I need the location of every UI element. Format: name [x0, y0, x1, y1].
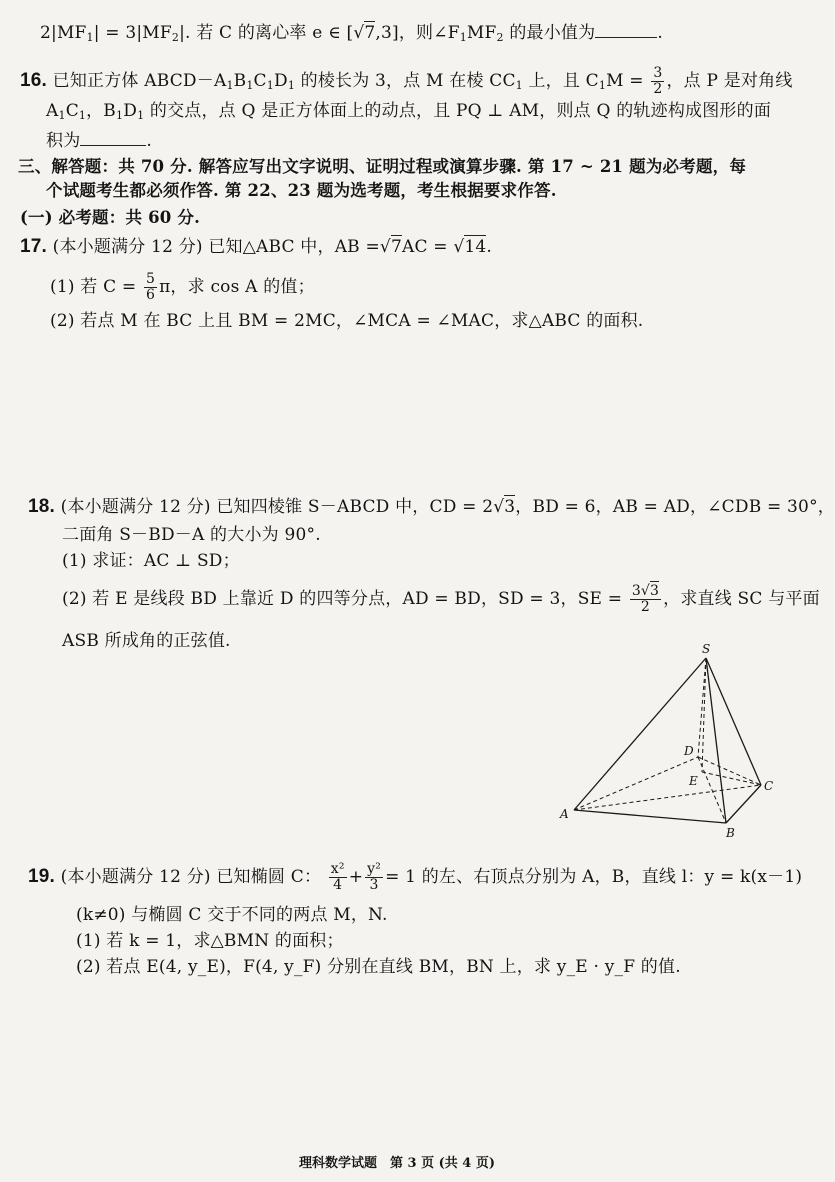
q16-text: C: [253, 71, 267, 91]
fraction: [144, 272, 157, 303]
q18-line-1: 18. (本小题满分 12 分) 已知四棱锥 S－ABCD 中，CD = 2√3，BD = 6，AB = AD，∠CDB = 30°，: [28, 496, 835, 517]
q15-radicand: 7: [364, 23, 376, 43]
edge-SE: [702, 658, 706, 772]
fraction: [365, 862, 383, 893]
q16-line-2: $A_1C_1$，$B_1D_1$ 的交点，点 Q 是正方体面上的动点，且 PQ ⊥ AM，则点 Q 的轨迹构成图形的面: [46, 101, 772, 122]
edge-AB: [574, 810, 726, 823]
q18-part-2-cont: ASB 所成角的正弦值.: [62, 631, 231, 651]
edge-AD: [574, 757, 698, 810]
fraction-denominator: 4: [333, 877, 343, 893]
q15-text: | = 3|MF: [93, 23, 172, 43]
q17-radicand: 14: [464, 237, 487, 257]
q16-text: D: [273, 71, 288, 91]
question-number: 18.: [28, 496, 56, 517]
fraction-numerator: x²: [330, 861, 345, 877]
page-footer: 理科数学试题 第 3 页 (共 4 页): [298, 1156, 496, 1171]
label-D: D: [684, 744, 694, 758]
q16-text: A: [46, 101, 59, 121]
q16-line-1: 16. 已知正方体 $ABCD-A_1B_1C_1D_1$ 的棱长为 3，点 M 在棱 $CC_1$ 上，且 $C_1M$ = $\frac{3}{2}$ ，点 P 是对角线: [20, 65, 793, 97]
q17-text: (本小题满分 12 分) 已知△ABC 中，AB =: [52, 237, 380, 257]
q19-text: (本小题满分 12 分) 已知椭圆 C：: [60, 867, 322, 887]
q17-line-1: 17. (本小题满分 12 分) 已知△ABC 中，AB =√7AC = √14.: [20, 236, 493, 257]
q16-text: M =: [606, 71, 644, 91]
fraction-denominator: 3: [369, 877, 379, 893]
q17-text: .: [486, 237, 493, 257]
edge-EC: [702, 772, 761, 785]
question-number: 19.: [28, 866, 56, 887]
q15-answer-blank: [595, 23, 657, 38]
q16-line-3: [46, 130, 152, 152]
q19-line-1: [28, 862, 802, 893]
label-C: C: [764, 779, 774, 793]
q19-part-1: (1) 若 k = 1，求△BMN 的面积；: [76, 931, 344, 951]
q19-line-2: (k≠0) 与椭圆 C 交于不同的两点 M，N.: [76, 905, 388, 925]
q15-text: MF: [466, 23, 497, 43]
q16-text: ，B: [86, 101, 117, 121]
q18-text: ，求直线 SC 与平面: [663, 589, 820, 609]
section-3-heading: 三、解答题：共 70 分. 解答应写出文字说明、证明过程或演算步骤. 第 17 ~ 21 题为必考题，每: [18, 157, 747, 176]
q15-text: .: [657, 23, 663, 43]
q16-text: C: [65, 101, 79, 121]
q16-text: 已知正方体 ABCD－A: [52, 71, 227, 91]
q16-text: ，点 P 是对角线: [666, 71, 793, 91]
edge-DC: [698, 757, 761, 785]
q16-text: 的交点，点 Q 是正方体面上的动点，且 PQ ⊥ AM，则点 Q 的轨迹构成图形的面: [144, 101, 772, 121]
fraction-radicand: 3: [650, 583, 660, 599]
fraction-denominator: 2: [653, 81, 663, 97]
edge-BC: [726, 785, 761, 823]
q17-part-1: [50, 272, 315, 303]
q15-text: 2|MF: [40, 23, 87, 43]
fraction-numerator: y²: [367, 861, 382, 877]
section-subheading: (一) 必考题：共 60 分.: [20, 208, 201, 227]
q17-text: (1) 若 C =: [50, 277, 137, 297]
q17-text: AC =: [402, 237, 448, 257]
fraction-denominator: 2: [640, 599, 651, 615]
question-number: 16.: [20, 70, 48, 91]
label-A: A: [560, 807, 569, 821]
q18-radicand: 3: [504, 497, 516, 517]
section-3-heading-cont: 个试题考生都必须作答. 第 22、23 题为选考题，考生根据要求作答.: [46, 181, 557, 200]
label-E: E: [689, 774, 698, 788]
q19-part-2: (2) 若点 E(4, y_E)，F(4, y_F) 分别在直线 BM，BN 上，求 y_E · y_F 的值.: [76, 957, 681, 977]
q18-text: ，BD = 6，AB = AD，∠CDB = 30°，: [515, 497, 835, 517]
q15-text: |. 若 C 的离心率 e ∈ [: [179, 23, 354, 43]
q18-part-1: (1) 求证：AC ⊥ SD；: [62, 551, 240, 571]
q16-text: D: [123, 101, 138, 121]
q16-text: 积为: [46, 131, 81, 151]
label-S: S: [702, 642, 711, 656]
fraction-denominator: 6: [145, 287, 156, 303]
fraction-numerator: 5: [145, 271, 156, 287]
q17-part-2: (2) 若点 M 在 BC 上且 BM = 2MC，∠MCA = ∠MAC，求△ABC 的面积.: [50, 311, 644, 331]
pyramid-figure: [556, 640, 786, 845]
q15-text: ,3]，则∠F: [375, 23, 460, 43]
q18-line-2: 二面角 S－BD－A 的大小为 90°.: [62, 525, 321, 545]
edge-SA: [574, 658, 706, 810]
q18-text: (2) 若 E 是线段 BD 上靠近 D 的四等分点，AD = BD，SD = 3，SE =: [62, 589, 623, 609]
q16-text: 的棱长为 3，点 M 在棱 CC: [295, 71, 516, 91]
q16-answer-blank: [80, 131, 146, 146]
q16-text: 上，且 C: [522, 71, 599, 91]
fraction-numerator: 3: [653, 65, 663, 81]
q19-text: = 1 的左、右顶点分别为 A，B，直线 l：y = k(x－1): [385, 867, 803, 887]
q15-text: 的最小值为: [503, 23, 596, 43]
q17-radicand: 7: [390, 237, 402, 257]
label-B: B: [726, 826, 735, 840]
fraction: [329, 862, 347, 893]
fraction: [630, 584, 661, 615]
q16-text: B: [233, 71, 247, 91]
question-number: 17.: [20, 236, 48, 257]
q17-text: π，求 cos A 的值；: [159, 277, 315, 297]
fraction: [651, 66, 664, 97]
fraction-numerator-coef: 3: [631, 583, 641, 599]
q16-text: .: [146, 131, 153, 151]
q15-tail-line: $2|MF_1| = 3|MF_2|$. 若 C 的离心率 e ∈ [√7,3]，则$\angle F_1MF_2$ 的最小值为 .: [40, 23, 663, 44]
q18-part-2: [62, 584, 820, 615]
edge-SD: [698, 658, 706, 757]
q19-text: +: [348, 867, 364, 887]
fraction-numerator: 3√3: [631, 583, 660, 599]
q18-text: (本小题满分 12 分) 已知四棱锥 S－ABCD 中，CD = 2: [60, 497, 494, 517]
